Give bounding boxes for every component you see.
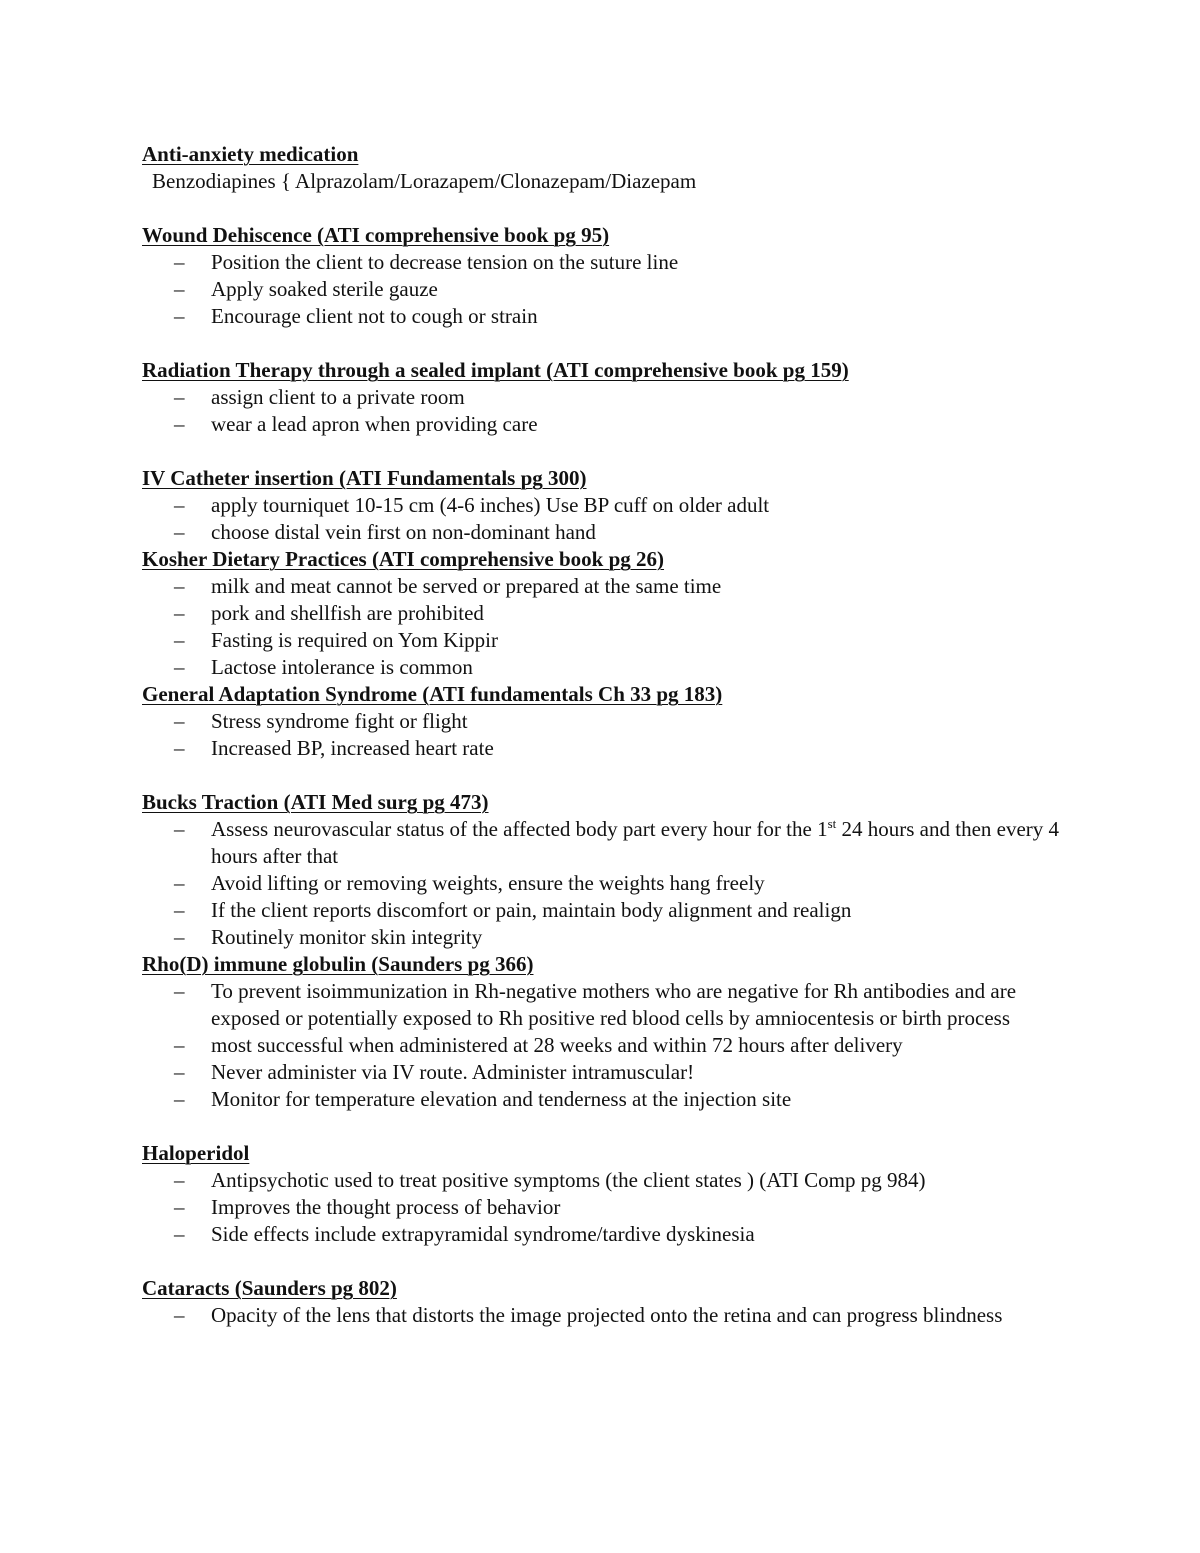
dash-bullet-icon: – — [174, 817, 185, 841]
section-kosher-diet — [142, 546, 1072, 681]
bullet-item: – Lactose intolerance is common — [174, 655, 473, 679]
spacer — [142, 1113, 1072, 1140]
bullet-item: – wear a lead apron when providing care — [174, 412, 538, 436]
bullet-item: – Stress syndrome fight or flight — [174, 709, 468, 733]
bullet-item: – Never administer via IV route. Administer intramuscular! — [174, 1060, 695, 1084]
dash-bullet-icon: – — [174, 250, 185, 274]
dash-bullet-icon: – — [174, 1303, 185, 1327]
bullet-item: – choose distal vein first on non-dominant hand — [174, 520, 596, 544]
dash-bullet-icon: – — [174, 898, 185, 922]
dash-bullet-icon: – — [174, 1222, 185, 1246]
bullet-item: – most successful when administered at 28 weeks and within 72 hours after delivery — [174, 1033, 903, 1057]
dash-bullet-icon: – — [174, 601, 185, 625]
spacer — [142, 762, 1072, 789]
bullet-item: – To prevent isoimmunization in Rh-negative mothers who are negative for Rh antibodies and are exposed or potentially exposed to Rh positive red blood cells by amniocentesis or birth process — [174, 979, 1017, 1030]
bullet-list — [142, 1302, 1072, 1329]
bullet-item: – apply tourniquet 10-15 cm (4-6 inches) Use BP cuff on older adult — [174, 493, 770, 517]
dash-bullet-icon: – — [174, 871, 185, 895]
bullet-list — [142, 816, 1072, 951]
dash-bullet-icon: – — [174, 1060, 185, 1084]
bullet-item: – Antipsychotic used to treat positive symptoms (the client states ) (ATI Comp pg 984) — [174, 1168, 926, 1192]
section-heading: Haloperidol — [142, 1141, 250, 1165]
section-heading: Wound Dehiscence (ATI comprehensive book pg 95) — [142, 223, 610, 247]
section-anti-anxiety — [142, 141, 1072, 195]
section-heading: Cataracts (Saunders pg 802) — [142, 1276, 397, 1300]
section-heading: Anti-anxiety medication — [142, 142, 359, 166]
bullet-item: – Fasting is required on Yom Kippir — [174, 628, 499, 652]
section-heading: Rho(D) immune globulin (Saunders pg 366) — [142, 952, 534, 976]
bullet-item: – Improves the thought process of behavior — [174, 1195, 561, 1219]
section-heading: IV Catheter insertion (ATI Fundamentals pg 300) — [142, 466, 587, 490]
dash-bullet-icon: – — [174, 628, 185, 652]
section-haloperidol — [142, 1140, 1072, 1248]
dash-bullet-icon: – — [174, 304, 185, 328]
bullet-list — [142, 978, 1072, 1113]
dash-bullet-icon: – — [174, 1033, 185, 1057]
dash-bullet-icon: – — [174, 385, 185, 409]
section-subline: Benzodiapines { Alprazolam/Lorazapem/Clonazepam/Diazepam — [152, 169, 697, 193]
bullet-item: – Increased BP, increased heart rate — [174, 736, 494, 760]
bullet-item: – Avoid lifting or removing weights, ensure the weights hang freely — [174, 871, 765, 895]
dash-bullet-icon: – — [174, 493, 185, 517]
section-cataracts — [142, 1275, 1072, 1329]
bullet-item: – Apply soaked sterile gauze — [174, 277, 438, 301]
bullet-list — [142, 492, 1072, 546]
section-heading: Bucks Traction (ATI Med surg pg 473) — [142, 790, 489, 814]
bullet-item: – Routinely monitor skin integrity — [174, 925, 483, 949]
dash-bullet-icon: – — [174, 1087, 185, 1111]
spacer — [142, 438, 1072, 465]
bullet-list — [142, 708, 1072, 762]
dash-bullet-icon: – — [174, 1168, 185, 1192]
section-heading: Radiation Therapy through a sealed implant (ATI comprehensive book pg 159) — [142, 358, 849, 382]
spacer — [142, 330, 1072, 357]
bullet-item: – Encourage client not to cough or strain — [174, 304, 538, 328]
bullet-list — [142, 1167, 1072, 1248]
bullet-item: – Side effects include extrapyramidal syndrome/tardive dyskinesia — [174, 1222, 755, 1246]
dash-bullet-icon: – — [174, 277, 185, 301]
bullet-item: – Position the client to decrease tension on the suture line — [174, 250, 679, 274]
bullet-item: – Assess neurovascular status of the affected body part every hour for the 1st 24 hours and then every 4 hours after that — [174, 816, 1060, 868]
bullet-item: – Opacity of the lens that distorts the image projected onto the retina and can progress blindness — [174, 1303, 1003, 1327]
dash-bullet-icon: – — [174, 925, 185, 949]
section-heading: General Adaptation Syndrome (ATI fundamentals Ch 33 pg 183) — [142, 682, 723, 706]
section-radiation-therapy — [142, 357, 1072, 438]
dash-bullet-icon: – — [174, 574, 185, 598]
bullet-item: – Monitor for temperature elevation and tenderness at the injection site — [174, 1087, 792, 1111]
bullet-item: – If the client reports discomfort or pain, maintain body alignment and realign — [174, 898, 852, 922]
dash-bullet-icon: – — [174, 1195, 185, 1219]
section-iv-catheter — [142, 465, 1072, 546]
dash-bullet-icon: – — [174, 709, 185, 733]
bullet-item: – pork and shellfish are prohibited — [174, 601, 484, 625]
spacer — [142, 195, 1072, 222]
bullet-item: – assign client to a private room — [174, 385, 465, 409]
section-rhod-immune-globulin — [142, 951, 1072, 1113]
dash-bullet-icon: – — [174, 412, 185, 436]
bullet-list — [142, 384, 1072, 438]
section-heading: Kosher Dietary Practices (ATI comprehensive book pg 26) — [142, 547, 665, 571]
bullet-list — [142, 249, 1072, 330]
dash-bullet-icon: – — [174, 979, 185, 1003]
bullet-item: – milk and meat cannot be served or prepared at the same time — [174, 574, 722, 598]
section-general-adaptation — [142, 681, 1072, 762]
dash-bullet-icon: – — [174, 520, 185, 544]
section-wound-dehiscence — [142, 222, 1072, 330]
dash-bullet-icon: – — [174, 655, 185, 679]
dash-bullet-icon: – — [174, 736, 185, 760]
spacer — [142, 1248, 1072, 1275]
section-bucks-traction — [142, 789, 1072, 951]
document-page — [142, 141, 1072, 1329]
bullet-list — [142, 573, 1072, 681]
